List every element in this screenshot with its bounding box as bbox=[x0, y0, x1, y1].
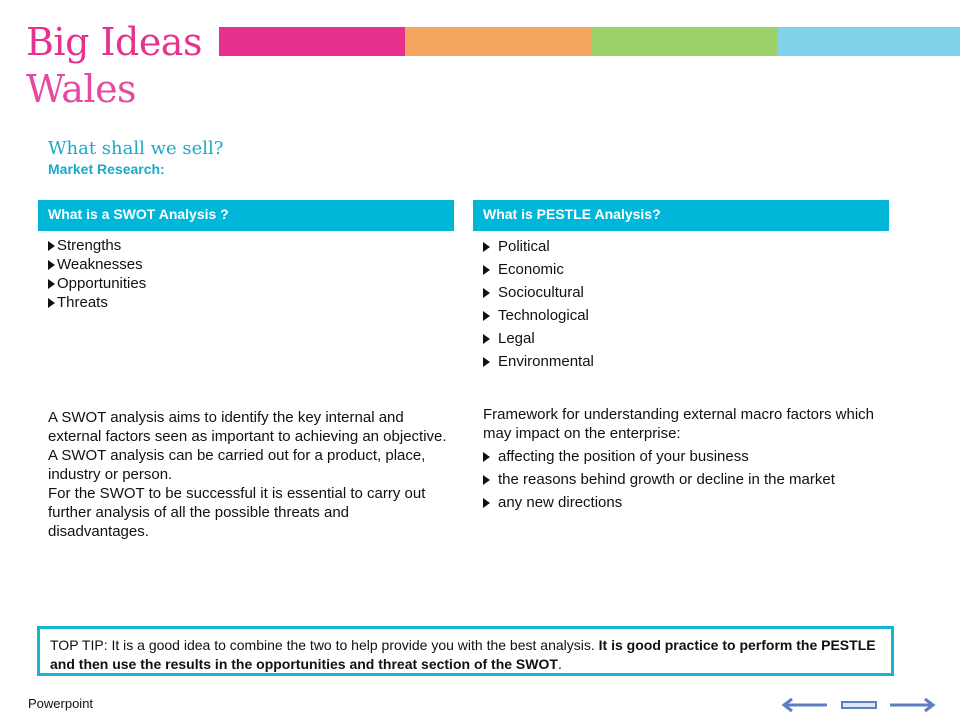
list-item-label: Sociocultural bbox=[498, 284, 584, 301]
dash-icon bbox=[841, 697, 877, 713]
brand-line2: Wales bbox=[26, 67, 137, 111]
list-item-label: Opportunities bbox=[57, 275, 147, 292]
arrow-bullet-icon bbox=[483, 288, 490, 298]
arrow-bullet-icon bbox=[483, 498, 490, 508]
arrow-bullet-icon bbox=[483, 357, 490, 367]
pestle-heading: What is PESTLE Analysis? bbox=[473, 200, 889, 231]
swot-paragraph: A SWOT analysis can be carried out for a product, place, industry or person. bbox=[48, 447, 426, 483]
list-item bbox=[48, 236, 146, 255]
list-item bbox=[483, 445, 835, 468]
list-item-label: Strengths bbox=[57, 237, 122, 254]
next-button[interactable] bbox=[888, 697, 936, 713]
arrow-bullet-icon bbox=[48, 279, 55, 289]
arrow-bullet-icon bbox=[483, 452, 490, 462]
page-title: What shall we sell? bbox=[48, 138, 224, 159]
swot-list bbox=[48, 236, 146, 312]
list-item-label: Weaknesses bbox=[57, 256, 143, 273]
list-item bbox=[483, 258, 594, 281]
list-item-label: Technological bbox=[498, 307, 589, 324]
list-item bbox=[483, 350, 594, 373]
arrow-bullet-icon bbox=[483, 242, 490, 252]
list-item-label: Political bbox=[498, 238, 550, 255]
list-item bbox=[483, 491, 835, 514]
list-item-label: Environmental bbox=[498, 353, 594, 370]
arrow-bullet-icon bbox=[483, 475, 490, 485]
list-item bbox=[483, 281, 594, 304]
tip-end: . bbox=[557, 656, 562, 672]
pestle-bullets bbox=[483, 445, 835, 514]
page-subtitle: Market Research: bbox=[48, 161, 165, 177]
top-tip-box bbox=[37, 626, 894, 676]
list-item-label: Legal bbox=[498, 330, 535, 347]
swot-description bbox=[48, 408, 448, 541]
arrow-bullet-icon bbox=[48, 241, 55, 251]
swot-paragraph: A SWOT analysis aims to identify the key internal and external factors seen as important to achieving an objective. bbox=[48, 409, 447, 445]
arrow-left-icon bbox=[781, 697, 829, 713]
list-item bbox=[483, 304, 594, 327]
list-item bbox=[48, 255, 146, 274]
stripe-pink bbox=[219, 27, 405, 56]
back-button[interactable] bbox=[781, 697, 829, 713]
list-item-label: affecting the position of your business bbox=[498, 448, 749, 465]
home-button[interactable] bbox=[841, 697, 877, 713]
list-item-label: Threats bbox=[57, 294, 108, 311]
arrow-bullet-icon bbox=[48, 298, 55, 308]
arrow-bullet-icon bbox=[483, 311, 490, 321]
pestle-list bbox=[483, 235, 594, 373]
list-item bbox=[483, 235, 594, 258]
swot-paragraph: For the SWOT to be successful it is essential to carry out further analysis of all the possible threats and disadvantages. bbox=[48, 485, 426, 540]
tip-bold-text: It is good practice to perform the PESTLE and then use the results in the opportunities and threat section of the SWOT bbox=[50, 637, 876, 672]
brand-line1: Big Ideas bbox=[26, 20, 202, 64]
tip-text: TOP TIP: It is a good idea to combine the two to help provide you with the best analysis. bbox=[50, 637, 599, 653]
list-item bbox=[48, 293, 146, 312]
arrow-right-icon bbox=[888, 697, 936, 713]
list-item bbox=[48, 274, 146, 293]
footer-label: Powerpoint bbox=[28, 696, 94, 711]
stripe-blue bbox=[778, 27, 960, 56]
list-item-label: the reasons behind growth or decline in the market bbox=[498, 471, 835, 488]
pestle-intro: Framework for understanding external macro factors which may impact on the enterprise: bbox=[483, 406, 874, 442]
arrow-bullet-icon bbox=[483, 265, 490, 275]
arrow-bullet-icon bbox=[483, 334, 490, 344]
list-item-label: any new directions bbox=[498, 494, 623, 511]
list-item-label: Economic bbox=[498, 261, 564, 278]
stripe-orange bbox=[405, 27, 592, 56]
arrow-bullet-icon bbox=[48, 260, 55, 270]
swot-heading: What is a SWOT Analysis ? bbox=[38, 200, 454, 231]
list-item bbox=[483, 327, 594, 350]
stripe-green bbox=[592, 27, 778, 56]
list-item bbox=[483, 468, 835, 491]
